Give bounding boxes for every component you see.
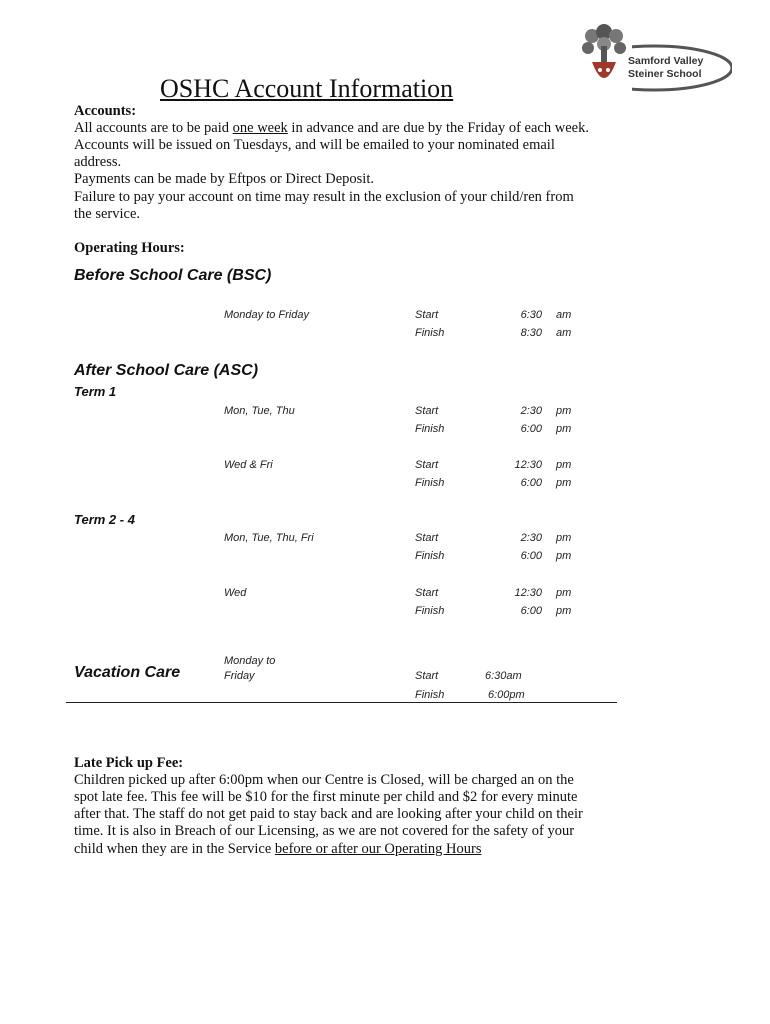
asc-term24-row1-finish-time: 6:00: [520, 550, 542, 562]
school-logo: [570, 22, 732, 102]
asc-term1-row2-finish-time: 6:00: [520, 477, 542, 489]
late-fee-line-2: spot late fee. This fee will be $10 for the first minute per child and $2 for every minute: [74, 789, 578, 805]
bsc-finish-ampm: am: [556, 327, 572, 339]
accounts-line-5: Failure to pay your account on time may result in the exclusion of your child/ren from: [74, 189, 574, 205]
late-fee-line-5: [74, 841, 481, 858]
vacation-start-time: 6:30am: [485, 670, 522, 682]
asc-term1-row2-finish-label: Finish: [415, 477, 445, 489]
asc-term1-row2-finish-ampm: pm: [556, 477, 572, 489]
asc-term24-row2-finish-time: 6:00: [520, 605, 542, 617]
vacation-heading: Vacation Care: [74, 664, 181, 681]
accounts-line-1-pre: All accounts are to be paid: [74, 120, 233, 136]
asc-term1-row1-finish-ampm: pm: [556, 423, 572, 435]
bsc-finish-label: Finish: [415, 327, 445, 339]
page-title: OSHC Account Information: [160, 74, 454, 103]
asc-term24-row2-start-ampm: pm: [556, 587, 572, 599]
asc-term1-row1-finish-time: 6:00: [520, 423, 542, 435]
logo-text-line2: Steiner School: [628, 68, 702, 80]
asc-term1-row1-start-ampm: pm: [556, 405, 572, 417]
asc-term24-row2-day: Wed: [224, 587, 247, 599]
asc-term24-row1-day: Mon, Tue, Thu, Fri: [224, 532, 314, 544]
asc-term24-row2-finish-ampm: pm: [556, 605, 572, 617]
asc-term24-row1-start-ampm: pm: [556, 532, 572, 544]
bsc-start-label: Start: [415, 309, 439, 321]
bsc-heading: Before School Care (BSC): [74, 267, 272, 284]
late-fee-line-4: time. It is also in Breach of our Licensing, as we are not covered for the safety of your: [74, 823, 575, 839]
bsc-finish-time: 8:30: [520, 327, 542, 339]
accounts-line-1-post: in advance and are due by the Friday of each week.: [287, 120, 589, 136]
divider-rule: [66, 702, 617, 703]
accounts-line-1: [74, 120, 589, 137]
asc-term1-label: Term 1: [74, 384, 117, 399]
bsc-start-ampm: am: [556, 309, 572, 321]
asc-term24-row1-finish-label: Finish: [415, 550, 445, 562]
logo-text-line1: Samford Valley: [628, 55, 704, 67]
asc-term24-row1-finish-ampm: pm: [556, 550, 572, 562]
operating-hours-heading: Operating Hours:: [74, 240, 185, 256]
asc-heading: After School Care (ASC): [74, 362, 259, 379]
late-fee-heading: Late Pick up Fee:: [74, 755, 184, 771]
asc-term24-row2-finish-label: Finish: [415, 605, 445, 617]
late-fee-line-1: Children picked up after 6:00pm when our Centre is Closed, will be charged an on the: [74, 772, 574, 788]
vacation-day-line1: Monday to: [224, 655, 276, 667]
asc-term1-row2-start-ampm: pm: [556, 459, 572, 471]
asc-term24-row2-start-label: Start: [415, 587, 439, 599]
late-fee-line-5-pre: child when they are in the Service: [74, 841, 275, 857]
asc-term1-row2-day: Wed & Fri: [224, 459, 273, 471]
asc-term24-label: Term 2 - 4: [74, 512, 135, 527]
asc-term24-row1-start-time: 2:30: [520, 532, 542, 544]
asc-term24-row2-start-time: 12:30: [514, 587, 542, 599]
asc-term1-row1-finish-label: Finish: [415, 423, 445, 435]
accounts-line-4: Payments can be made by Eftpos or Direct Deposit.: [74, 171, 374, 187]
asc-term1-row2-start-time: 12:30: [514, 459, 542, 471]
asc-term1-row2-start-label: Start: [415, 459, 439, 471]
vacation-start-label: Start: [415, 670, 439, 682]
vacation-day-line2: Friday: [224, 670, 255, 682]
late-fee-line-5-underlined: before or after our Operating Hours: [274, 841, 482, 857]
bsc-start-time: 6:30: [520, 309, 542, 321]
asc-term1-row1-start-time: 2:30: [520, 405, 542, 417]
accounts-line-1-underlined: one week: [232, 120, 288, 136]
asc-term1-row1-start-label: Start: [415, 405, 439, 417]
accounts-heading: Accounts:: [74, 103, 137, 119]
accounts-line-3: address.: [74, 154, 122, 170]
asc-term24-row1-start-label: Start: [415, 532, 439, 544]
accounts-line-6: the service.: [74, 206, 141, 222]
vacation-finish-time: 6:00pm: [488, 689, 525, 701]
asc-term1-row1-day: Mon, Tue, Thu: [224, 405, 295, 417]
accounts-line-2: Accounts will be issued on Tuesdays, and will be emailed to your nominated email: [74, 137, 555, 153]
late-fee-line-3: after that. The staff do not get paid to stay back and are looking after your child on their: [74, 806, 583, 822]
bsc-day: Monday to Friday: [224, 309, 309, 321]
vacation-finish-label: Finish: [415, 689, 445, 701]
